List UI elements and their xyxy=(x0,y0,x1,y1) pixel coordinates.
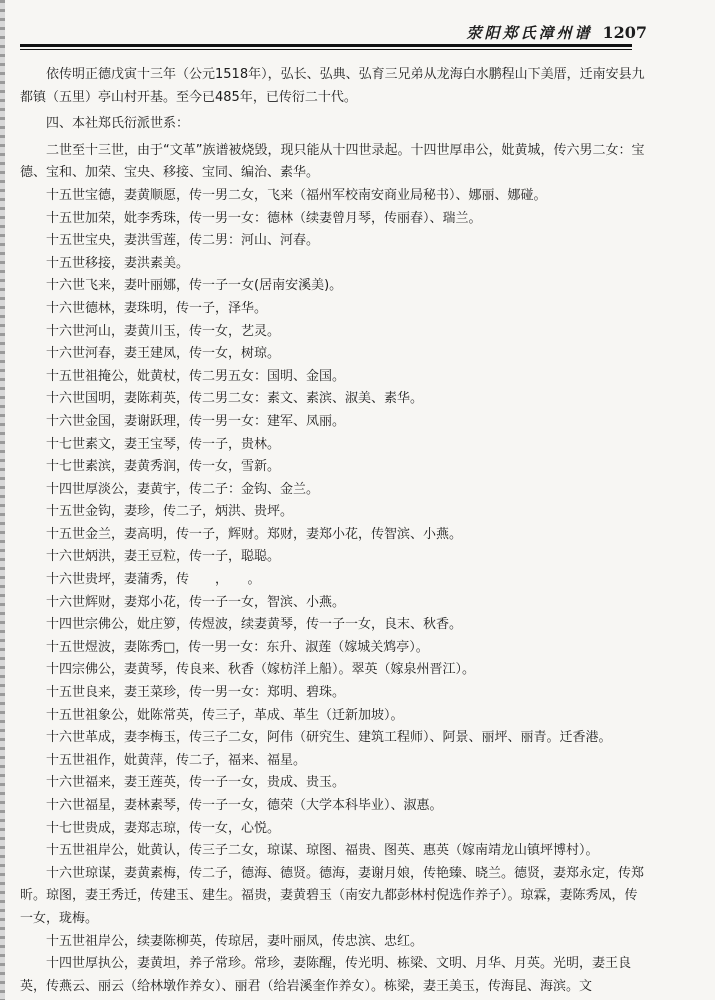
header-rule-thick xyxy=(20,44,632,47)
paragraph: 十五世宝德，妻黄顺愿，传一男二女，飞来（福州军校南安商业局秘书）、娜丽、娜碰。 xyxy=(46,187,547,203)
paragraph: 十七世素滨，妻黄秀润，传一女，雪新。 xyxy=(46,459,281,475)
paragraph: 十四世厚淡公，妻黄宇，传二子：金钩、金兰。 xyxy=(46,481,320,497)
paragraph: 二世至十三世，由于“文革”族谱被烧毁，现只能从十四世录起。十四世厚串公，妣黄城，传六男二女：宝德、宝和、加荣、宝央、移接、宝同、编治、素华。 xyxy=(20,142,645,181)
paragraph: 十六世福星，妻林素琴，传一子一女，德荣（大学本科毕业）、淑惠。 xyxy=(46,798,443,813)
header-rule-thin xyxy=(20,49,632,50)
paragraph: 十五世移接，妻洪素美。 xyxy=(46,255,190,271)
paragraph: 十五世良来，妻王菜珍，传一男一女：郑明、碧珠。 xyxy=(46,685,346,701)
paragraph: 十五世祖掩公，妣黄杖，传二男五女：国明、金国。 xyxy=(46,368,346,384)
paragraph: 十五世祖岸公，妣黄认，传三子二女，琼谋、琼图、福贵、图英、惠英（嫁南靖龙山镇坪博村）。 xyxy=(46,843,599,859)
paragraph: 十六世辉财，妻郑小花，传一子一女，智滨、小燕。 xyxy=(46,594,346,610)
paragraph: 十六世德林，妻珠明，传一子，泽华。 xyxy=(46,300,268,316)
paragraph: 十六世福来，妻王莲英，传一子一女，贵成、贵玉。 xyxy=(46,775,346,791)
paragraph: 十六世炳洪，妻王豆粒，传一子，聪聪。 xyxy=(46,549,281,565)
paragraph: 十六世河春，妻王建凤，传一女，树琼。 xyxy=(46,346,281,362)
paragraph: 十五世祖岸公，续妻陈柳英，传琼居，妻叶丽凤，传忠滨、忠红。 xyxy=(46,933,424,949)
paragraph: 十五世祖象公，妣陈常英，传三子，革成、革生（迁新加坡）。 xyxy=(46,707,404,723)
paragraph: 十六世飞来，妻叶丽娜，传一子一女(居南安溪美)。 xyxy=(46,278,343,294)
paragraph: 依传明正德戊寅十三年（公元1518年），弘长、弘典、弘育三兄弟从龙海白水鹏程山下美厝，迁南安县九都镇（五里）亭山村开基。至今已485年，已传衍二十代。 xyxy=(20,67,645,105)
paragraph: 十五世金兰，妻高明，传一子，辉财。郑财，妻郑小花，传智滨、小燕。 xyxy=(46,526,463,542)
paragraph: 十五世祖作，妣黄萍，传二子，福来、福星。 xyxy=(46,752,307,768)
paragraph: 十四宗佛公，妻黄琴，传良来、秋香（嫁枋洋上船）。翠英（嫁泉州晋江）。 xyxy=(46,662,476,678)
paragraph: 十六世河山，妻黄川玉，传一女，艺灵。 xyxy=(46,323,281,339)
paragraph: 十五世加荣，妣李秀珠，传一男一女：德林（续妻曾月琴，传丽春）、瑞兰。 xyxy=(46,210,482,226)
binding-edge xyxy=(0,0,5,1000)
page-number: 1207 xyxy=(602,23,647,42)
paragraph: 十七世素文，妻王宝琴，传一子，贵林。 xyxy=(46,436,281,452)
book-title: 荥阳郑氏漳州谱 xyxy=(466,24,593,42)
paragraph: 十六世琼谋，妻黄素梅，传二子，德海、德贤。德海，妻谢月娘，传艳臻、晓兰。德贤，妻郑永定，传郑昕。琼图，妻王秀迁，传建玉、建生。福贵，妻黄碧玉（南安九都彭林村倪选作养子）。琼霖，妻陈秀凤，传一女，珑梅。 xyxy=(20,865,645,926)
paragraph: 十四世厚执公，妻黄坦，养子常珍。常珍，妻陈醒，传光明、栋梁、文明、月华、月英。光明，妻王良英，传燕云、丽云（给林墩作养女）、丽君（给岩溪奎作养女）。栋梁，妻王美玉，传海昆、海滨。文 xyxy=(20,956,632,994)
paragraph: 十六世贵坪，妻蒲秀，传 ， 。 xyxy=(46,572,261,588)
paragraph: 十七世贵成，妻郑志琼，传一女，心悦。 xyxy=(46,820,281,836)
paragraph: 十四世宗佛公，妣庄箩，传煜波，续妻黄琴，传一子一女，良末、秋香。 xyxy=(46,617,463,633)
paragraph: 十六世金国，妻谢跃理，传一男一女：建军、凤丽。 xyxy=(46,413,346,429)
paragraph: 十六世革成，妻李梅玉，传三子二女，阿伟（研究生、建筑工程师）、阿景、丽坪、丽青。迁香港。 xyxy=(46,730,612,746)
paragraph: 十五世金钩，妻珍，传二子，炳洪、贵坪。 xyxy=(46,504,294,520)
genealogy-text xyxy=(20,64,645,998)
paragraph: 十六世国明，妻陈莉英，传二男二女：素文、素滨、淑美、素华。 xyxy=(46,391,424,407)
section-heading: 四、本社郑氏衍派世系： xyxy=(46,116,190,132)
paragraph: 十五世宝央，妻洪雪莲，传二男：河山、河春。 xyxy=(46,233,320,249)
paragraph: 十五世煜波，妻陈秀□，传一男一女：东升、淑莲（嫁城关鸩亭）。 xyxy=(46,639,429,655)
page-header xyxy=(20,22,647,42)
